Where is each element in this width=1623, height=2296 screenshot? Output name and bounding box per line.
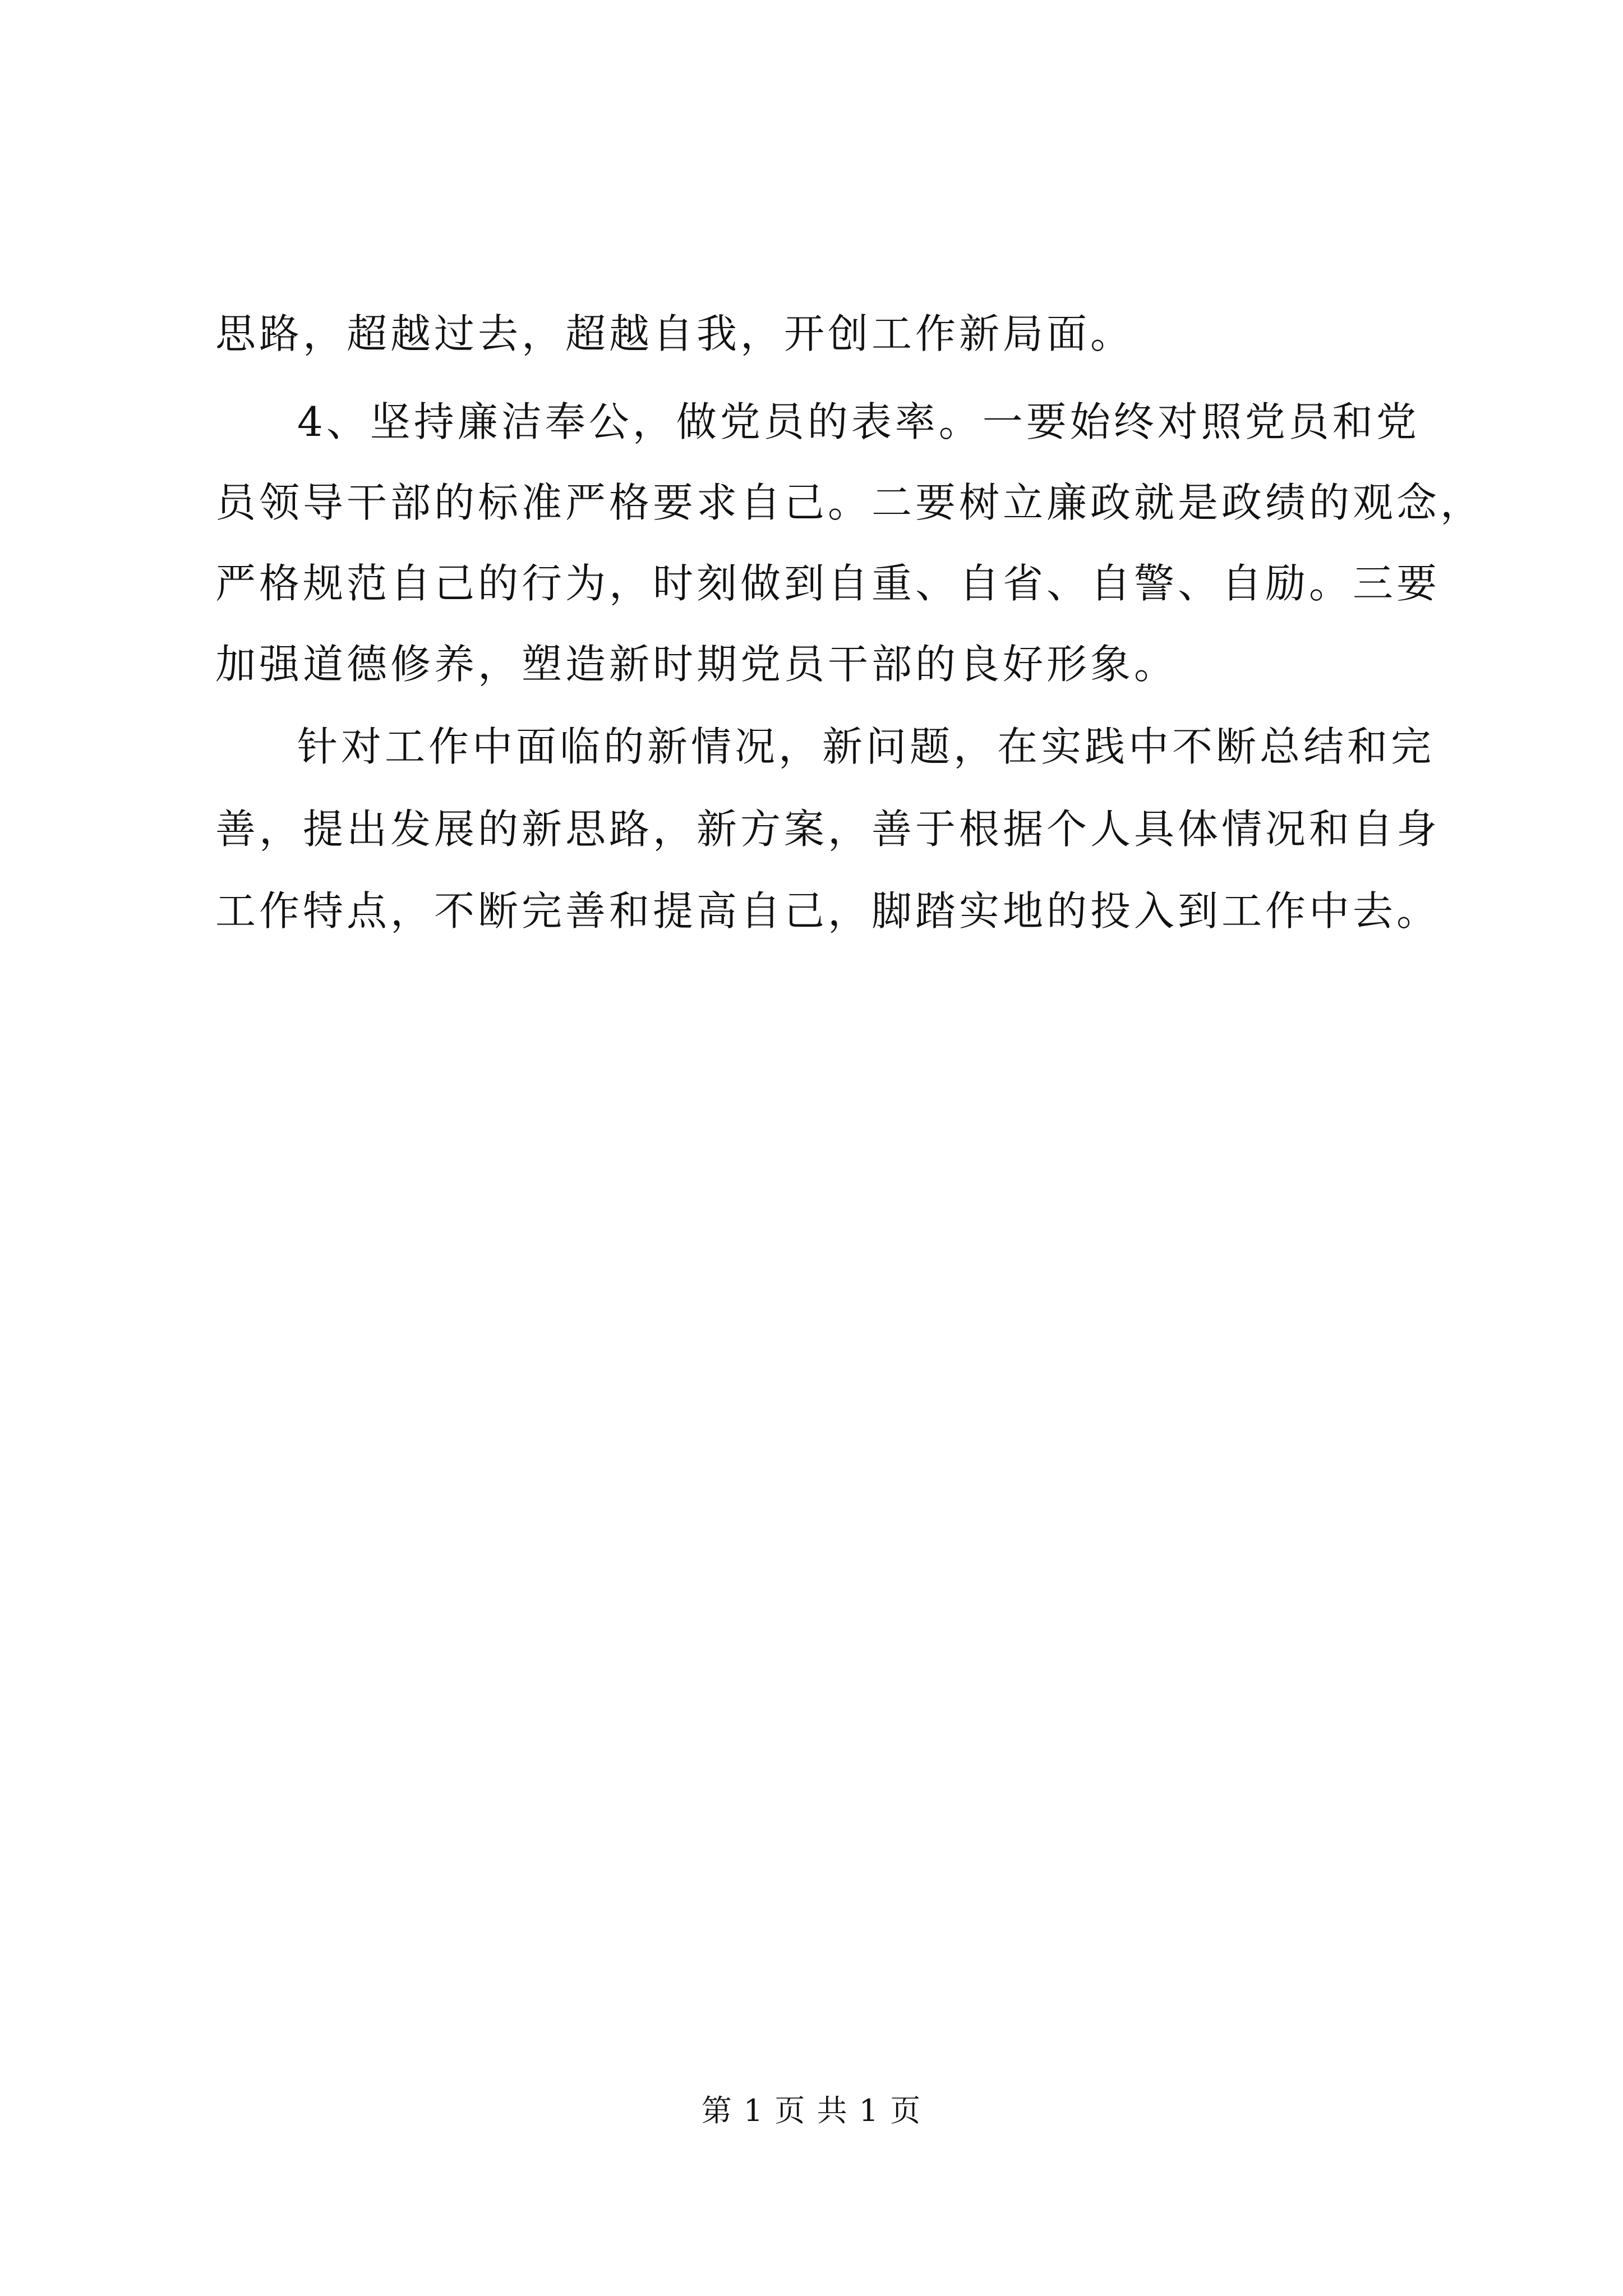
paragraph-line: 针对工作中面临的新情况，新问题，在实践中不断总结和完 [297,723,1435,770]
page-footer: 第 1 页 共 1 页 [701,2093,922,2128]
paragraph-line: 4、坚持廉洁奉公，做党员的表率。一要始终对照党员和党 [297,398,1420,445]
paragraph-line: 工作特点，不断完善和提高自己，脚踏实地的投入到工作中去。 [215,887,1441,935]
paragraph-line: 严格规范自己的行为，时刻做到自重、自省、自警、自励。三要 [215,560,1441,607]
paragraph-line: 思路，超越过去，超越自我，开创工作新局面。 [215,310,1135,357]
paragraph-line: 员领导干部的标准严格要求自己。二要树立廉政就是政绩的观念， [215,479,1484,526]
paragraph-line: 善，提出发展的新思路，新方案，善于根据个人具体情况和自身 [215,806,1441,853]
paragraph-line: 加强道德修养，塑造新时期党员干部的良好形象。 [215,641,1178,688]
